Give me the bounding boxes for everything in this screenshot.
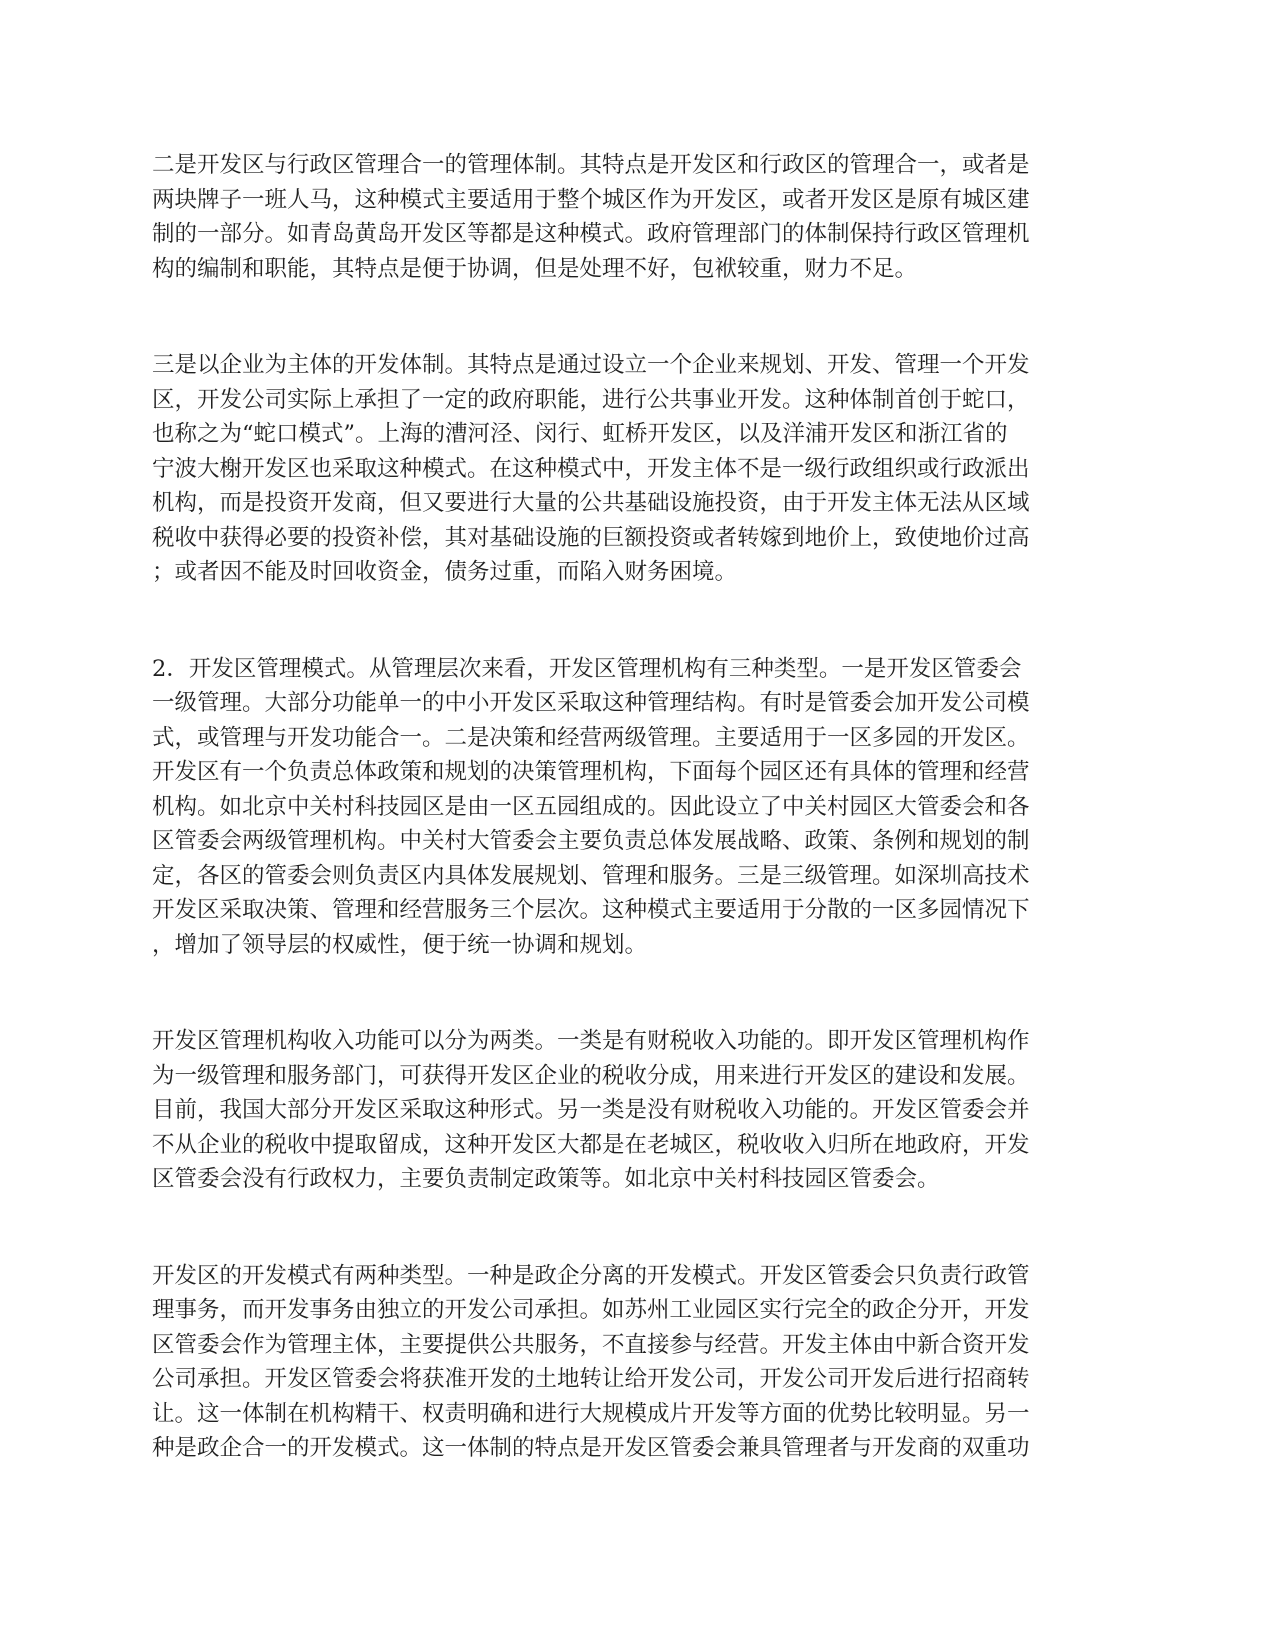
text-line: 区管委会没有行政权力，主要负责制定政策等。如北京中关村科技园区管委会。 xyxy=(152,1166,940,1192)
text-line: 开发区的开发模式有两种类型。一种是政企分离的开发模式。开发区管委会只负责行政管 xyxy=(152,1262,1030,1289)
text-line: 三是以企业为主体的开发体制。其特点是通过设立一个企业来规划、开发、管理一个开发 xyxy=(152,352,1030,378)
text-line: 式，或管理与开发功能合一。二是决策和经营两级管理。主要适用于一区多园的开发区。 xyxy=(152,724,1030,751)
text-line: 区管委会两级管理机构。中关村大管委会主要负责总体发展战略、政策、条例和规划的制 xyxy=(152,828,1030,854)
text-line: 二是开发区与行政区管理合一的管理体制。其特点是开发区和行政区的管理合一，或者是 xyxy=(152,152,1030,178)
text-line: 制的一部分。如青岛黄岛开发区等都是这种模式。政府管理部门的体制保持行政区管理机 xyxy=(152,221,1030,247)
text-line: 开发区有一个负责总体政策和规划的决策管理机构，下面每个园区还有具体的管理和经营 xyxy=(152,759,1030,785)
text-line: 宁波大榭开发区也采取这种模式。在这种模式中，开发主体不是一级行政组织或行政派出 xyxy=(152,455,1030,482)
text-line: 公司承担。开发区管委会将获准开发的土地转让给开发公司，开发公司开发后进行招商转 xyxy=(152,1366,1030,1392)
text-line: 一级管理。大部分功能单一的中小开发区采取这种管理结构。有时是管委会加开发公司模 xyxy=(152,690,1030,716)
paragraph-2 xyxy=(152,348,1132,590)
text-line: 理事务，而开发事务由独立的开发公司承担。如苏州工业园区实行完全的政企分开，开发 xyxy=(152,1297,1030,1323)
text-line: 目前，我国大部分开发区采取这种形式。另一类是没有财税收入功能的。开发区管委会并 xyxy=(152,1097,1030,1123)
text-line: 机构，而是投资开发商，但又要进行大量的公共基础设施投资，由于开发主体无法从区域 xyxy=(152,490,1030,516)
text-line: 税收中获得必要的投资补偿，其对基础设施的巨额投资或者转嫁到地价上，致使地价过高 xyxy=(152,524,1030,551)
text-line: ，增加了领导层的权威性，便于统一协调和规划。 xyxy=(152,931,648,958)
text-line: 2．开发区管理模式。从管理层次来看，开发区管理机构有三种类型。一是开发区管委会 xyxy=(152,655,1022,682)
text-line: 机构。如北京中关村科技园区是由一区五园组成的。因此设立了中关村园区大管委会和各 xyxy=(152,793,1030,820)
text-line: 两块牌子一班人马，这种模式主要适用于整个城区作为开发区，或者开发区是原有城区建 xyxy=(152,186,1030,213)
paragraph-4 xyxy=(152,1024,1132,1197)
text-line: 让。这一体制在机构精干、权责明确和进行大规模成片开发等方面的优势比较明显。另一 xyxy=(152,1400,1030,1427)
text-line: 区管委会作为管理主体，主要提供公共服务，不直接参与经营。开发主体由中新合资开发 xyxy=(152,1331,1030,1358)
text-line: 为一级管理和服务部门，可获得开发区企业的税收分成，用来进行开发区的建设和发展。 xyxy=(152,1062,1030,1089)
text-line: 构的编制和职能，其特点是便于协调，但是处理不好，包袱较重，财力不足。 xyxy=(152,255,918,282)
text-line: 种是政企合一的开发模式。这一体制的特点是开发区管委会兼具管理者与开发商的双重功 xyxy=(152,1435,1030,1461)
document-page xyxy=(152,148,1132,1528)
text-line: 也称之为“蛇口模式”。上海的漕河泾、闵行、虹桥开发区，以及洋浦开发区和浙江省的 xyxy=(152,421,1008,447)
paragraph-5 xyxy=(152,1259,1132,1466)
text-line: 开发区采取决策、管理和经营服务三个层次。这种模式主要适用于分散的一区多园情况下 xyxy=(152,897,1030,923)
text-line: 定，各区的管委会则负责区内具体发展规划、管理和服务。三是三级管理。如深圳高技术 xyxy=(152,862,1030,889)
paragraph-3 xyxy=(152,652,1132,963)
paragraph-1 xyxy=(152,148,1132,286)
text-line: 区，开发公司实际上承担了一定的政府职能，进行公共事业开发。这种体制首创于蛇口， xyxy=(152,386,1030,413)
text-line: 开发区管理机构收入功能可以分为两类。一类是有财税收入功能的。即开发区管理机构作 xyxy=(152,1028,1030,1054)
text-line: ；或者因不能及时回收资金，债务过重，而陷入财务困境。 xyxy=(152,559,738,585)
text-line: 不从企业的税收中提取留成，这种开发区大都是在老城区，税收收入归所在地政府，开发 xyxy=(152,1131,1030,1158)
